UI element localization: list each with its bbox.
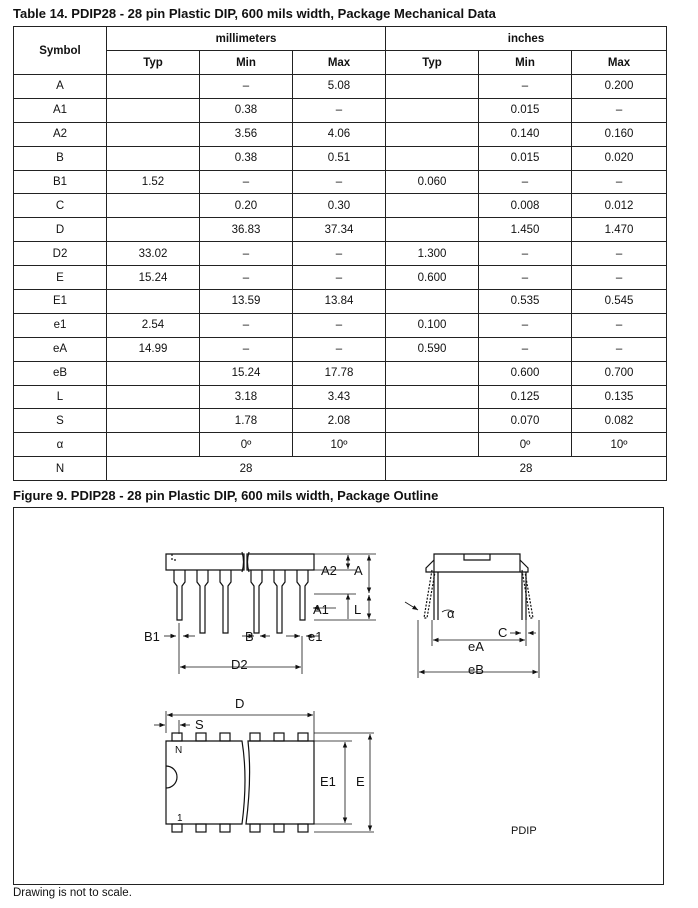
cell-mm-min: –	[200, 242, 293, 266]
cell-mm-min: –	[200, 170, 293, 194]
cell-mm-min: –	[200, 266, 293, 290]
cell-mm-max: 2.08	[293, 409, 386, 433]
header-millimeters: millimeters	[107, 27, 386, 51]
cell-mm-min: –	[200, 313, 293, 337]
cell-symbol: E1	[14, 290, 107, 314]
cell-in-max: –	[572, 98, 667, 122]
cell-in-typ	[386, 290, 479, 314]
cell-n-in: 28	[386, 457, 667, 481]
cell-mm-min: 0º	[200, 433, 293, 457]
cell-in-max: 0.135	[572, 385, 667, 409]
label-d2: D2	[231, 657, 248, 672]
header-mm-typ: Typ	[107, 51, 200, 75]
label-b1: B1	[144, 629, 160, 644]
cell-in-typ	[386, 385, 479, 409]
label-a: A	[354, 563, 363, 578]
cell-mm-typ: 2.54	[107, 313, 200, 337]
cell-mm-min: 3.18	[200, 385, 293, 409]
label-pin-1: 1	[177, 813, 183, 824]
cell-in-max: –	[572, 266, 667, 290]
cell-in-min: 0.015	[479, 146, 572, 170]
cell-symbol: D	[14, 218, 107, 242]
cell-symbol: E	[14, 266, 107, 290]
table-row-n	[14, 457, 667, 481]
cell-in-min: 0.140	[479, 122, 572, 146]
header-in-min: Min	[479, 51, 572, 75]
cell-in-min: –	[479, 75, 572, 99]
header-inches: inches	[386, 27, 667, 51]
label-e-width: E	[356, 774, 365, 789]
table-row	[14, 361, 667, 385]
cell-in-max: –	[572, 170, 667, 194]
cell-in-typ	[386, 361, 479, 385]
cell-in-min: 1.450	[479, 218, 572, 242]
cell-mm-min: 0.20	[200, 194, 293, 218]
label-pin-n: N	[175, 745, 183, 756]
table-row	[14, 170, 667, 194]
package-outline-figure	[13, 507, 664, 885]
cell-in-min: –	[479, 242, 572, 266]
label-e1-width: E1	[320, 774, 336, 789]
label-s: S	[195, 717, 204, 732]
cell-in-min: –	[479, 337, 572, 361]
cell-mm-typ: 1.52	[107, 170, 200, 194]
cell-mm-typ: 15.24	[107, 266, 200, 290]
cell-mm-typ	[107, 409, 200, 433]
cell-in-max: –	[572, 313, 667, 337]
cell-in-min: 0.070	[479, 409, 572, 433]
cell-mm-max: 0.30	[293, 194, 386, 218]
cell-mm-max: 37.34	[293, 218, 386, 242]
table-row	[14, 75, 667, 99]
table-row	[14, 409, 667, 433]
cell-in-typ: 0.600	[386, 266, 479, 290]
cell-in-max: 0.160	[572, 122, 667, 146]
cell-mm-max: –	[293, 98, 386, 122]
cell-in-min: –	[479, 313, 572, 337]
cell-in-max: 0.012	[572, 194, 667, 218]
cell-n-mm: 28	[107, 457, 386, 481]
header-symbol: Symbol	[14, 27, 107, 75]
table-row	[14, 122, 667, 146]
cell-in-max: –	[572, 337, 667, 361]
cell-mm-max: –	[293, 313, 386, 337]
cell-mm-min: 0.38	[200, 146, 293, 170]
cell-mm-max: 0.51	[293, 146, 386, 170]
cell-symbol: D2	[14, 242, 107, 266]
cell-mm-typ	[107, 361, 200, 385]
label-alpha: α	[447, 606, 455, 621]
header-mm-max: Max	[293, 51, 386, 75]
cell-mm-min: 0.38	[200, 98, 293, 122]
cell-mm-max: 10º	[293, 433, 386, 457]
header-mm-min: Min	[200, 51, 293, 75]
label-ea: eA	[468, 639, 484, 654]
cell-in-max: 10º	[572, 433, 667, 457]
mechanical-data-table	[13, 26, 667, 481]
cell-in-max: 0.020	[572, 146, 667, 170]
label-eb: eB	[468, 662, 484, 677]
table-caption: Table 14. PDIP28 - 28 pin Plastic DIP, 600 mils width, Package Mechanical Data	[13, 6, 496, 21]
cell-symbol: B1	[14, 170, 107, 194]
cell-symbol: A2	[14, 122, 107, 146]
cell-in-typ	[386, 433, 479, 457]
label-a2: A2	[321, 563, 337, 578]
cell-mm-typ	[107, 98, 200, 122]
table-row	[14, 194, 667, 218]
cell-mm-typ	[107, 146, 200, 170]
cell-symbol: eB	[14, 361, 107, 385]
cell-in-typ	[386, 122, 479, 146]
side-view	[164, 552, 376, 674]
cell-in-typ	[386, 146, 479, 170]
label-a1: A1	[313, 602, 329, 617]
cell-mm-typ	[107, 218, 200, 242]
cell-in-min: 0.535	[479, 290, 572, 314]
table-row	[14, 337, 667, 361]
label-d: D	[235, 696, 245, 711]
cell-in-min: 0º	[479, 433, 572, 457]
cell-in-max: –	[572, 242, 667, 266]
cell-mm-min: –	[200, 75, 293, 99]
top-view	[154, 711, 374, 832]
cell-in-max: 1.470	[572, 218, 667, 242]
cell-mm-typ: 14.99	[107, 337, 200, 361]
cell-mm-max: 13.84	[293, 290, 386, 314]
scale-note: Drawing is not to scale.	[13, 887, 132, 899]
cell-mm-min: –	[200, 337, 293, 361]
cell-mm-max: –	[293, 266, 386, 290]
cell-mm-max: –	[293, 170, 386, 194]
table-row	[14, 313, 667, 337]
cell-symbol: α	[14, 433, 107, 457]
cell-symbol: C	[14, 194, 107, 218]
label-pdip: PDIP	[511, 825, 537, 837]
cell-mm-max: 17.78	[293, 361, 386, 385]
label-e1-pitch: e1	[308, 629, 323, 644]
cell-in-min: –	[479, 170, 572, 194]
cell-symbol: L	[14, 385, 107, 409]
cell-mm-typ	[107, 194, 200, 218]
cell-mm-max: 5.08	[293, 75, 386, 99]
cell-mm-min: 36.83	[200, 218, 293, 242]
cell-symbol: N	[14, 457, 107, 481]
cell-mm-typ	[107, 433, 200, 457]
cell-in-max: 0.545	[572, 290, 667, 314]
cell-symbol: B	[14, 146, 107, 170]
label-b: B	[245, 629, 254, 644]
cell-in-typ	[386, 218, 479, 242]
cell-in-min: 0.600	[479, 361, 572, 385]
cell-mm-typ	[107, 290, 200, 314]
cell-mm-max: 4.06	[293, 122, 386, 146]
cell-in-typ	[386, 409, 479, 433]
cell-mm-typ	[107, 75, 200, 99]
label-l: L	[354, 602, 362, 617]
header-in-typ: Typ	[386, 51, 479, 75]
table-body	[14, 75, 667, 457]
cell-in-max: 0.700	[572, 361, 667, 385]
cell-in-max: 0.200	[572, 75, 667, 99]
table-row	[14, 98, 667, 122]
cell-mm-typ	[107, 385, 200, 409]
table-row	[14, 290, 667, 314]
cell-in-typ: 0.590	[386, 337, 479, 361]
cell-mm-min: 1.78	[200, 409, 293, 433]
figure-caption: Figure 9. PDIP28 - 28 pin Plastic DIP, 600 mils width, Package Outline	[13, 488, 439, 503]
cell-in-min: 0.125	[479, 385, 572, 409]
cell-in-typ	[386, 98, 479, 122]
cell-in-max: 0.082	[572, 409, 667, 433]
cell-symbol: A	[14, 75, 107, 99]
cell-in-typ: 0.100	[386, 313, 479, 337]
cell-in-min: 0.015	[479, 98, 572, 122]
end-view	[405, 554, 539, 678]
cell-in-typ	[386, 75, 479, 99]
header-in-max: Max	[572, 51, 667, 75]
cell-mm-max: –	[293, 242, 386, 266]
cell-symbol: eA	[14, 337, 107, 361]
table-row	[14, 218, 667, 242]
cell-mm-max: 3.43	[293, 385, 386, 409]
table-row	[14, 266, 667, 290]
package-outline-drawing	[14, 508, 665, 886]
cell-symbol: S	[14, 409, 107, 433]
cell-mm-min: 15.24	[200, 361, 293, 385]
label-c: C	[498, 625, 508, 640]
cell-symbol: e1	[14, 313, 107, 337]
table-row	[14, 146, 667, 170]
cell-in-typ: 1.300	[386, 242, 479, 266]
cell-mm-typ	[107, 122, 200, 146]
table-row	[14, 242, 667, 266]
cell-in-min: 0.008	[479, 194, 572, 218]
cell-in-typ: 0.060	[386, 170, 479, 194]
cell-in-typ	[386, 194, 479, 218]
table-row	[14, 385, 667, 409]
cell-symbol: A1	[14, 98, 107, 122]
cell-in-min: –	[479, 266, 572, 290]
table-row	[14, 433, 667, 457]
cell-mm-min: 13.59	[200, 290, 293, 314]
cell-mm-typ: 33.02	[107, 242, 200, 266]
cell-mm-min: 3.56	[200, 122, 293, 146]
cell-mm-max: –	[293, 337, 386, 361]
